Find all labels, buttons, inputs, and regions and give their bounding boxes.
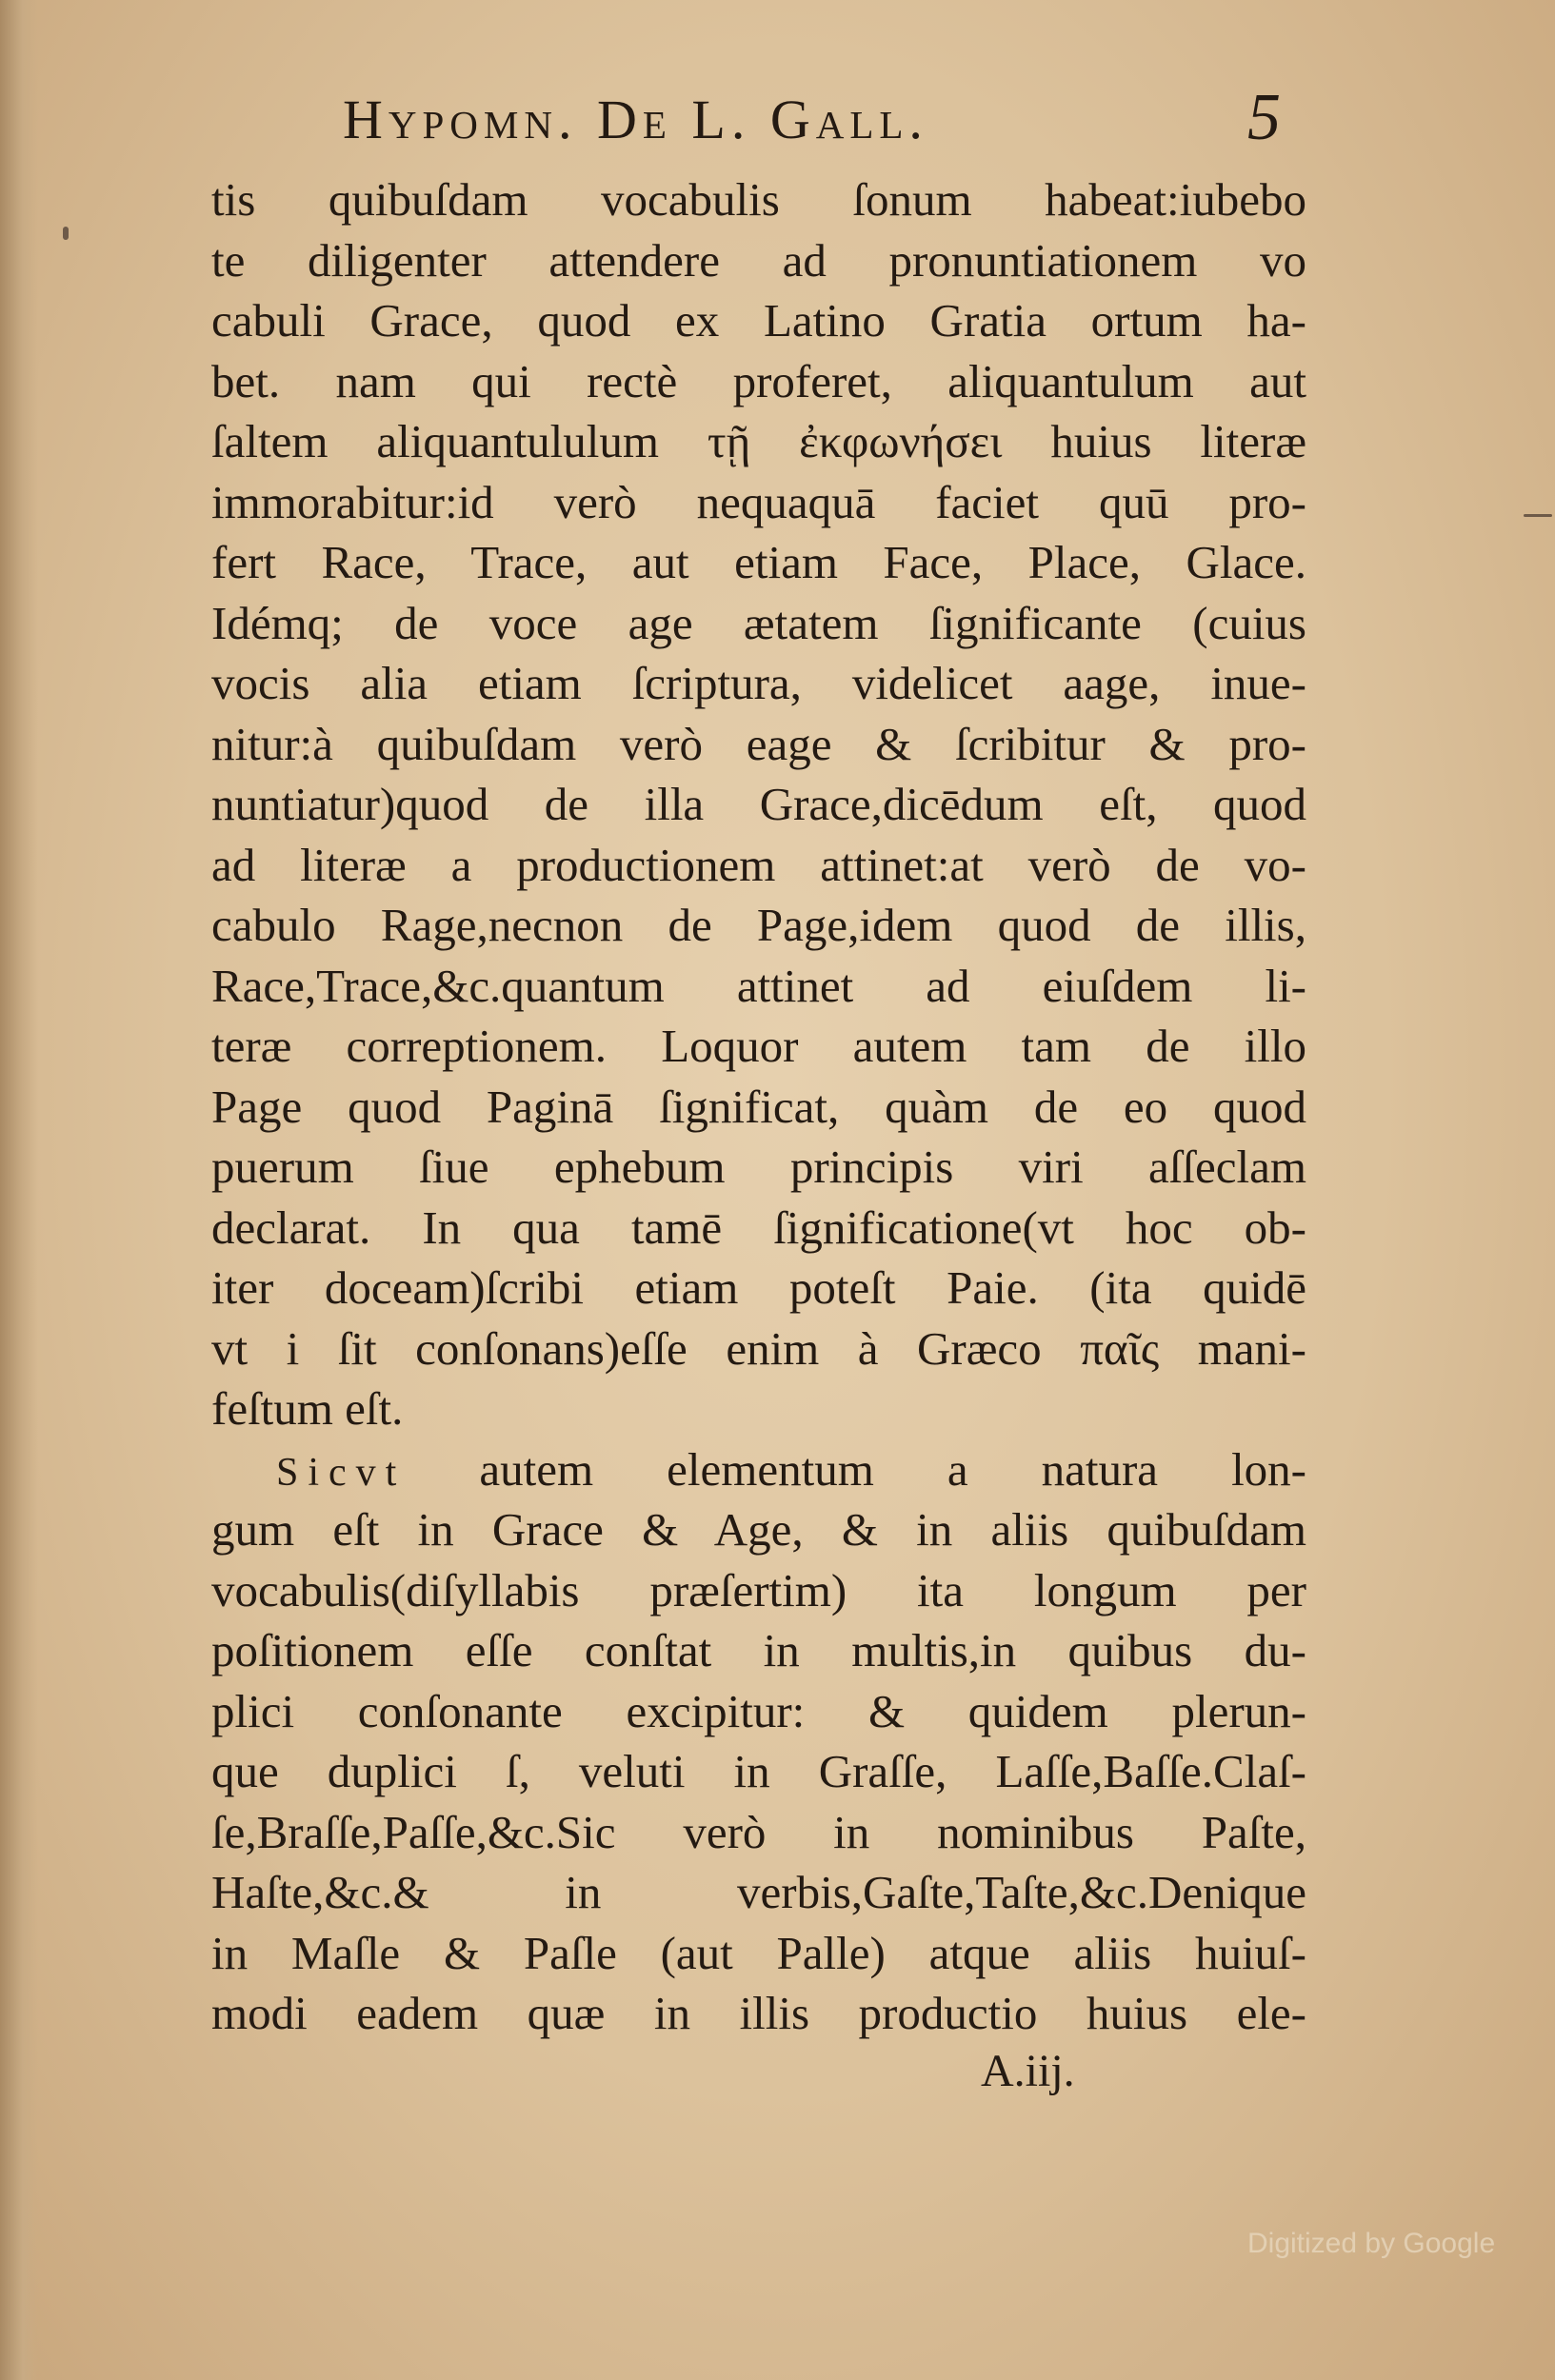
text-line: Race,Trace,&c.quantum attinet ad eiuſdem li- xyxy=(211,959,1306,1012)
text-line: vocabulis(diſyllabis præſertim) ita longum per xyxy=(211,1563,1306,1616)
text-line: ſe,Braſſe,Paſſe,&c.Sic verò in nominibus Paſte, xyxy=(211,1805,1306,1858)
page-gutter-shadow xyxy=(0,0,38,2380)
text-line: vocis alia etiam ſcriptura, videlicet aage, inue- xyxy=(211,657,1306,709)
ink-spot xyxy=(63,227,69,240)
text-line: fert Race, Trace, aut etiam Face, Place, Glace. xyxy=(211,536,1306,588)
text-line: teræ correptionem. Loquor autem tam de illo xyxy=(211,1020,1306,1072)
text-segment: autem elementum a natura lon- xyxy=(479,1442,1306,1496)
text-line: feſtum eſt. xyxy=(211,1382,404,1435)
paragraph-start-line xyxy=(211,1439,1306,1500)
text-line: iter doceam)ſcribi etiam poteſt Paie. (ita quidē xyxy=(211,1261,1306,1314)
text-line: immorabitur:id verò nequaquā faciet quū pro- xyxy=(211,475,1306,528)
text-line: te diligenter attendere ad pronuntiationem vo xyxy=(211,233,1306,287)
text-line: Page quod Paginā ſignificat, quàm de eo quod xyxy=(211,1080,1306,1133)
text-line: Idémq; de voce age ætatem ſignificante (cuius xyxy=(211,596,1306,649)
text-line: nuntiatur)quod de illa Grace,dicēdum eſt, quod xyxy=(211,778,1306,830)
text-line: plici conſonante excipitur: & quidem plerun- xyxy=(211,1684,1306,1737)
body-text xyxy=(211,169,1306,2044)
page-number: 5 xyxy=(1247,81,1281,154)
text-line: cabulo Rage,necnon de Page,idem quod de illis, xyxy=(211,899,1306,951)
margin-tick xyxy=(1524,514,1552,517)
digitization-watermark: Digitized by Google xyxy=(1247,2228,1496,2259)
text-line: gum eſt in Grace & Age, & in aliis quibuſdam xyxy=(211,1503,1306,1556)
running-head: Hypomn. De L. Gall. xyxy=(343,89,928,150)
text-line: Haſte,&c.& in verbis,Gaſte,Taſte,&c.Denique xyxy=(211,1866,1306,1918)
text-line: bet. nam qui rectè proferet, aliquantulum aut xyxy=(211,354,1306,407)
text-line: ſaltem aliquantululum τῇ ἐκφωνήσει huius literæ xyxy=(211,415,1306,467)
text-line: que duplici ſ, veluti in Graſſe, Laſſe,Baſſe.Claſ- xyxy=(211,1745,1306,1797)
page-header xyxy=(343,80,1295,156)
text-line: tis quibuſdam vocabulis ſonum habeat:iubebo xyxy=(211,173,1306,226)
text-line: nitur:à quibuſdam verò eage & ſcribitur & pro- xyxy=(211,717,1306,770)
text-line: in Maſle & Paſle (aut Palle) atque aliis huiuſ- xyxy=(211,1926,1306,1979)
text-line: declarat. In qua tamē ſignificatione(vt hoc ob- xyxy=(211,1200,1306,1254)
text-line: ad literæ a productionem attinet:at verò de vo- xyxy=(211,838,1306,891)
paragraph-lead: Sicvt xyxy=(276,1450,407,1495)
signature-mark: A.iij. xyxy=(981,2046,1075,2096)
text-line: vt i ſit conſonans)eſſe enim à Græco παῖς mani- xyxy=(211,1321,1306,1375)
text-line: puerum ſiue ephebum principis viri aſſeclam xyxy=(211,1140,1306,1193)
text-line: cabuli Grace, quod ex Latino Gratia ortum ha- xyxy=(211,294,1306,347)
text-line: poſitionem eſſe conſtat in multis,in quibus du- xyxy=(211,1624,1306,1676)
text-line: modi eadem quæ in illis productio huius ele- xyxy=(211,1987,1306,2039)
